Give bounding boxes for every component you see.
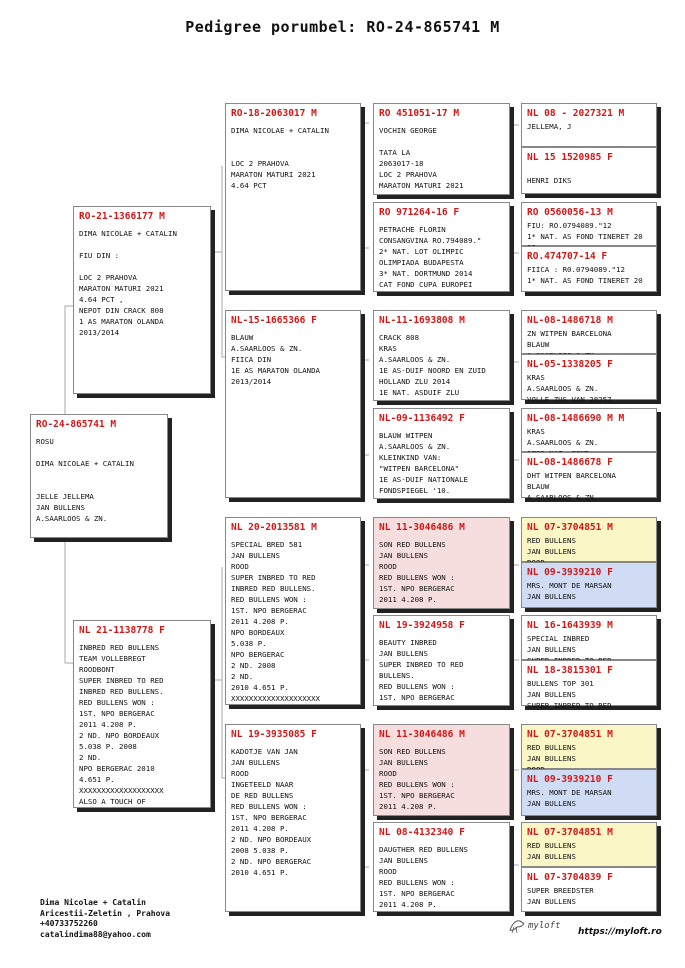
ring-number: NL-08-1486678 F xyxy=(527,457,613,468)
pedigree-line: FIICA DIN xyxy=(231,355,272,364)
contact-block xyxy=(40,898,170,940)
pedigree-line: FONDSPIEGEL '10. xyxy=(379,486,451,495)
ring-number: NL 19-3924958 F xyxy=(379,620,465,631)
pedigree-line: BLAUW xyxy=(231,333,254,342)
pedigree-line: MARATON MATURI 2021 xyxy=(379,181,464,190)
pedigree-line: 2011 4.208 P. xyxy=(231,617,289,626)
pedigree-line: SPECIAL BRED 581 xyxy=(231,540,303,549)
pedigree-line xyxy=(36,469,162,480)
pedigree-line: ROOD xyxy=(379,562,397,571)
pedigree-line: 2 ND. NPO BORDEAUX xyxy=(231,835,312,844)
pedigree-line: INBRED RED BULLENS. xyxy=(231,584,316,593)
pedigree-line: HENRI DIKS xyxy=(527,176,572,185)
pigeon-gen5-2[interactable] xyxy=(521,147,657,194)
page-title: Pedigree porumbel: RO-24-865741 M xyxy=(185,18,500,36)
pedigree-line: TEAM VOLLEBREGT xyxy=(79,654,146,663)
pedigree-line: 3* NAT. DORTMUND 2014 xyxy=(379,269,473,278)
pedigree-line: INBRED RED BULLENS. xyxy=(79,687,164,696)
pedigree-line: RED BULLENS WON : xyxy=(79,698,155,707)
pedigree-line: 2013/2014 xyxy=(79,328,120,337)
pigeon-dam-dam[interactable] xyxy=(225,724,361,912)
pigeon-gen5-1[interactable] xyxy=(521,103,657,147)
pedigree-line: INGETEELD NAAR xyxy=(231,780,294,789)
pedigree-line: 1ST. NPO BERGERAC xyxy=(79,709,155,718)
pedigree-line: JAN BULLENS xyxy=(527,592,576,601)
pedigree-line: 1ST. NPO BERGERAC xyxy=(379,693,455,702)
pedigree-line xyxy=(79,261,205,272)
pedigree-line: JAN BULLENS xyxy=(527,547,576,556)
ring-number: NL 20-2013581 M xyxy=(231,522,317,533)
pedigree-line: CRACK 808 xyxy=(379,333,420,342)
pedigree-line: RED BULLENS WON : xyxy=(379,780,455,789)
ring-number: NL 21-1138778 F xyxy=(79,625,165,636)
pedigree-line: NPO BERGERAC 2010 xyxy=(79,764,155,773)
pedigree-line: DIMA NICOLAE + CATALIN xyxy=(79,229,177,238)
pigeon-dam-dam-dam[interactable] xyxy=(373,822,510,912)
pedigree-line: A.SAARLOOS & ZN. xyxy=(379,442,451,451)
pigeon-gen5-14[interactable] xyxy=(521,769,657,816)
pedigree-line xyxy=(36,480,162,491)
pedigree-line: 2010 4.651 P. xyxy=(231,683,289,692)
contact-name: Dima Nicolae + Catalin xyxy=(40,898,146,907)
ring-number: NL 11-3046486 M xyxy=(379,522,465,533)
pedigree-line: 5.038 P. 2008 xyxy=(79,742,137,751)
pedigree-line: SUPER INBRED TO RED xyxy=(527,701,612,710)
pigeon-gen5-7[interactable] xyxy=(521,408,657,452)
ring-number: NL 07-3704851 M xyxy=(527,522,613,533)
pigeon-gen5-16[interactable] xyxy=(521,867,657,912)
pedigree-line: 1E AS-DUIF NOORD EN ZUID xyxy=(379,366,486,375)
pedigree-line: BULLENS TOP 301 xyxy=(527,679,594,688)
pedigree-line: XXXXXXXXXXXXXXXXXXXX xyxy=(231,694,320,703)
pedigree-line: SUPER BREEDSTER xyxy=(527,886,594,895)
pedigree-line: ROOD xyxy=(379,867,397,876)
pedigree-line: BLAUW xyxy=(527,340,550,349)
ring-number: RO 0560056-13 M xyxy=(527,207,613,218)
pedigree-line: FIICA : R0.0794089."12 xyxy=(527,265,625,274)
pedigree-line: "WITPEN BARCELONA" xyxy=(379,464,460,473)
pedigree-line: JAN BULLENS xyxy=(231,758,280,767)
pedigree-line: JAN BULLENS xyxy=(527,799,576,808)
pedigree-line: 2 ND. NPO BERGERAC xyxy=(231,857,312,866)
pedigree-line: LOC 2 PRAHOVA xyxy=(231,159,289,168)
pedigree-line: A.SAARLOOS & ZN. xyxy=(379,355,451,364)
pedigree-line: 5.038 P. xyxy=(231,639,267,648)
pigeon-sire-dam-sire[interactable] xyxy=(373,310,510,401)
pedigree-line: 1ST. NPO BERGERAC xyxy=(379,889,455,898)
pedigree-line: A.SAARLOOS & ZN. xyxy=(527,384,599,393)
pedigree-line: RED BULLENS xyxy=(527,743,576,752)
pigeon-dam[interactable] xyxy=(73,620,211,808)
pedigree-line: JAN BULLENS xyxy=(527,897,576,906)
pedigree-line: 2011 4.208 P. xyxy=(379,900,437,909)
pigeon-sire-sire-sire[interactable] xyxy=(373,103,510,195)
pedigree-line: ALSO A TOUCH OF xyxy=(79,797,146,806)
pedigree-line: OLIMPIADA BUDAPESTA xyxy=(379,258,464,267)
pedigree-line: 2063017-18 xyxy=(379,159,424,168)
ring-number: NL 16-1643939 M xyxy=(527,620,613,631)
pedigree-line: SUPER INBRED TO RED xyxy=(379,660,464,669)
ring-number: NL 07-3704839 F xyxy=(527,872,613,883)
ring-number: RO-21-1366177 M xyxy=(79,211,165,222)
pedigree-line: NPO BORDEAUX xyxy=(231,628,285,637)
pedigree-line: CAT FOND CUPA EUROPEI xyxy=(379,280,473,289)
pedigree-line: DAUGTHER RED BULLENS xyxy=(379,845,468,854)
contact-phone: +40733752260 xyxy=(40,919,98,928)
pigeon-gen5-15[interactable] xyxy=(521,822,657,867)
pedigree-line: 2011 4.208 P. xyxy=(79,720,137,729)
pedigree-line: MARATON MATURI 2021 xyxy=(79,284,164,293)
pedigree-line: JAN BULLENS xyxy=(231,551,280,560)
pigeon-dam-sire[interactable] xyxy=(225,517,361,705)
pedigree-line: ROOD xyxy=(379,769,397,778)
pedigree-line: 2013/2014 xyxy=(231,377,272,386)
pedigree-line: JAN BULLENS xyxy=(379,758,428,767)
pedigree-line: INBRED RED BULLENS xyxy=(79,643,160,652)
pedigree-line: 2011 4.208 P. xyxy=(379,595,437,604)
pedigree-line: 2 ND. NPO BORDEAUX xyxy=(79,731,160,740)
pigeon-gen5-3[interactable] xyxy=(521,202,657,246)
pedigree-line: A.SAARLOOS & ZN. xyxy=(527,493,599,502)
pigeon-gen5-9[interactable] xyxy=(521,517,657,562)
pigeon-sire-sire-dam[interactable] xyxy=(373,202,510,292)
ring-number: NL-08-1486690 M M xyxy=(527,413,625,424)
ring-number: NL 07-3704851 M xyxy=(527,827,613,838)
pedigree-line: RED BULLENS WON : xyxy=(231,595,307,604)
pedigree-line: SUPER INBRED TO RED xyxy=(79,676,164,685)
pedigree-line: ROSU xyxy=(36,437,54,446)
pedigree-line: NPO BERGERAC xyxy=(231,650,285,659)
pedigree-line: RED BULLENS WON : xyxy=(379,682,455,691)
pigeon-sire-dam-dam[interactable] xyxy=(373,408,510,499)
pedigree-line: 4.651 P. xyxy=(79,775,115,784)
pedigree-line: JAN BULLENS xyxy=(379,551,428,560)
pedigree-line: KRAS xyxy=(379,344,397,353)
pedigree-line: 1 AS MARATON OLANDA xyxy=(79,317,164,326)
pedigree-line: KRAS xyxy=(527,427,545,436)
pedigree-line: DE RED BULLENS xyxy=(231,791,294,800)
pedigree-line: TATA LA xyxy=(379,148,411,157)
pedigree-line: JAN BULLENS xyxy=(527,645,576,654)
pedigree-line: LOC 2 PRAHOVA xyxy=(79,273,137,282)
pedigree-line: BLAUW xyxy=(527,482,550,491)
pedigree-line: 2008 5.038 P. xyxy=(231,846,289,855)
pedigree-line: 1* NAT. AS FOND TINERET 20 xyxy=(527,276,643,285)
pedigree-line: A.SAARLOOS & ZN. xyxy=(231,344,303,353)
pedigree-line: 1E NAT. ASDUIF ZLU xyxy=(379,388,460,397)
pedigree-line: RED BULLENS WON : xyxy=(379,878,455,887)
pedigree-line: KLEINKIND VAN: xyxy=(379,453,442,462)
pedigree-line: JAN BULLENS xyxy=(527,754,576,763)
pedigree-line: ROODBONT xyxy=(79,665,115,674)
pedigree-line: BULLENS. xyxy=(379,671,415,680)
pedigree-line: JAN BULLENS xyxy=(527,852,576,861)
ring-number: NL-11-1693808 M xyxy=(379,315,465,326)
pedigree-line: ROOD xyxy=(231,769,249,778)
pedigree-line: BEAUTY INBRED xyxy=(379,638,437,647)
pedigree-line: 2011 4.208 P. xyxy=(231,824,289,833)
pedigree-line: VOCHIN GEORGE xyxy=(379,126,437,135)
pigeon-gen5-13[interactable] xyxy=(521,724,657,769)
ring-number: NL 08 - 2027321 M xyxy=(527,108,625,119)
pedigree-line: 2 ND. xyxy=(231,672,254,681)
pedigree-line: RED BULLENS WON : xyxy=(379,573,455,582)
pigeon-gen5-6[interactable] xyxy=(521,354,657,404)
ring-number: RO 451051-17 M xyxy=(379,108,460,119)
pedigree-line: 1E AS MARATON OLANDA xyxy=(231,366,320,375)
pedigree-line: JAN BULLENS xyxy=(379,649,428,658)
pedigree-line: ROOD xyxy=(231,562,249,571)
pedigree-line: 2 ND. 2008 xyxy=(231,661,276,670)
pedigree-line: KRAS xyxy=(527,373,545,382)
pedigree-line: JELLE JELLEMA xyxy=(36,492,94,501)
pedigree-line: A.SAARLOOS & ZN. xyxy=(527,438,599,447)
ring-number: NL 08-4132340 F xyxy=(379,827,465,838)
brand-name: myloft xyxy=(528,921,561,931)
pedigree-line: JAN BULLENS xyxy=(379,856,428,865)
brand-logo xyxy=(508,918,561,934)
pedigree-line: 4.64 PCT , xyxy=(79,295,124,304)
pedigree-line: FIU DIN : xyxy=(79,251,120,260)
website-link[interactable]: https://myloft.ro xyxy=(578,927,662,937)
pigeon-dam-dam-sire[interactable] xyxy=(373,724,510,816)
pedigree-line: RED BULLENS xyxy=(527,841,576,850)
pedigree-line: BLAUW WITPEN xyxy=(379,431,433,440)
contact-email[interactable]: catalindima88@yahoo.com xyxy=(40,929,151,939)
pedigree-line: VOLLE ZUS VAN 28257 xyxy=(527,395,612,404)
pigeon-gen5-12[interactable] xyxy=(521,660,657,710)
pigeon-gen5-10[interactable] xyxy=(521,562,657,608)
pigeon-gen5-4[interactable] xyxy=(521,246,657,292)
pedigree-line xyxy=(231,136,355,147)
pedigree-line: JAN BULLENS xyxy=(36,503,85,512)
ring-number: NL-05-1338205 F xyxy=(527,359,613,370)
pedigree-line: 2* NAT. LOT OLIMPIC xyxy=(379,247,464,256)
ring-number: NL 09-3939210 F xyxy=(527,567,613,578)
pedigree-line: 1ST. NPO BERGERAC xyxy=(379,791,455,800)
pedigree-line: SON RED BULLENS xyxy=(379,540,446,549)
ring-number: RO-24-865741 M xyxy=(36,419,117,430)
pigeon-logo-icon xyxy=(508,918,526,934)
pedigree-line: 1ST. NPO BERGERAC xyxy=(231,606,307,615)
ring-number: RO-18-2063017 M xyxy=(231,108,317,119)
pedigree-line: CONSANGVINA RO.794089." xyxy=(379,236,482,245)
pedigree-line: 1ST. NPO BERGERAC xyxy=(231,813,307,822)
pedigree-line: XXXXXXXXXXXXXXXXXXX xyxy=(79,786,164,795)
pedigree-line: HOLLAND ZLU 2014 xyxy=(379,377,451,386)
ring-number: NL 11-3046486 M xyxy=(379,729,465,740)
pedigree-line: NEPOT DIN CRACK 808 xyxy=(79,306,164,315)
pedigree-line xyxy=(79,239,205,250)
ring-number: NL-15-1665366 F xyxy=(231,315,317,326)
pigeon-sire-sire[interactable] xyxy=(225,103,361,291)
pedigree-line: KADOTJE VAN JAN xyxy=(231,747,298,756)
ring-number: RO 971264-16 F xyxy=(379,207,460,218)
pigeon-gen5-5[interactable] xyxy=(521,310,657,354)
pedigree-line: DHT WITPEN BARCELONA xyxy=(527,471,616,480)
pedigree-line: DIMA NICOLAE + CATALIN xyxy=(231,126,329,135)
ring-number: RO.474707-14 F xyxy=(527,251,608,262)
pedigree-line: DIMA NICOLAE + CATALIN xyxy=(36,459,134,468)
ring-number: NL 09-3939210 F xyxy=(527,774,613,785)
pedigree-line: 2011 4.208 P. xyxy=(379,802,437,811)
pedigree-line: A.SAARLOOS & ZN. xyxy=(36,514,108,523)
pedigree-line: 4.64 PCT xyxy=(231,181,267,190)
pedigree-line: 1E AS-DUIF NATIONALE xyxy=(379,475,468,484)
pigeon-dam-sire-sire[interactable] xyxy=(373,517,510,609)
contact-address: Aricestii-Zeletin , Prahova xyxy=(40,908,171,918)
pigeon-gen5-8[interactable] xyxy=(521,452,657,502)
pedigree-line: PETRACHE FLORIN xyxy=(379,225,446,234)
ring-number: NL 07-3704851 M xyxy=(527,729,613,740)
pigeon-dam-sire-dam[interactable] xyxy=(373,615,510,706)
pedigree-line: SUPER INBRED TO RED xyxy=(231,573,316,582)
pedigree-line: RED BULLENS xyxy=(527,536,576,545)
pedigree-line: RED BULLENS WON : xyxy=(231,802,307,811)
pedigree-line: JELLEMA, J xyxy=(527,122,572,131)
pigeon-sire[interactable] xyxy=(73,206,211,394)
pedigree-line: LOC 2 PRAHOVA xyxy=(379,170,437,179)
pigeon-subject[interactable] xyxy=(30,414,168,538)
pedigree-line: ZN WITPEN BARCELONA xyxy=(527,329,612,338)
pedigree-line: 1* NAT. AS FOND TINERET 20 xyxy=(527,232,643,241)
ring-number: NL 19-3935085 F xyxy=(231,729,317,740)
ring-number: NL-08-1486718 M xyxy=(527,315,613,326)
pigeon-sire-dam[interactable] xyxy=(225,310,361,498)
pedigree-line xyxy=(36,447,162,458)
pedigree-line: MARATON MATURI 2021 xyxy=(231,170,316,179)
pedigree-line xyxy=(379,136,504,147)
pigeon-gen5-11[interactable] xyxy=(521,615,657,660)
pedigree-line: 1ST. NPO BERGERAC xyxy=(379,584,455,593)
pedigree-line: SON RED BULLENS xyxy=(379,747,446,756)
ring-number: NL 15 1520985 F xyxy=(527,152,613,163)
pedigree-line: MRS. MONT DE MARSAN xyxy=(527,788,612,797)
pedigree-line: FIU: RO.0794089."12 xyxy=(527,221,612,230)
pedigree-line: JAN BULLENS xyxy=(527,690,576,699)
pedigree-line: 2 ND. xyxy=(79,753,102,762)
ring-number: NL-09-1136492 F xyxy=(379,413,465,424)
pedigree-line xyxy=(231,147,355,158)
ring-number: NL 18-3815301 F xyxy=(527,665,613,676)
pedigree-line: 2010 4.651 P. xyxy=(231,868,289,877)
pedigree-line: MRS. MONT DE MARSAN xyxy=(527,581,612,590)
pedigree-line: SPECIAL INBRED xyxy=(527,634,590,643)
